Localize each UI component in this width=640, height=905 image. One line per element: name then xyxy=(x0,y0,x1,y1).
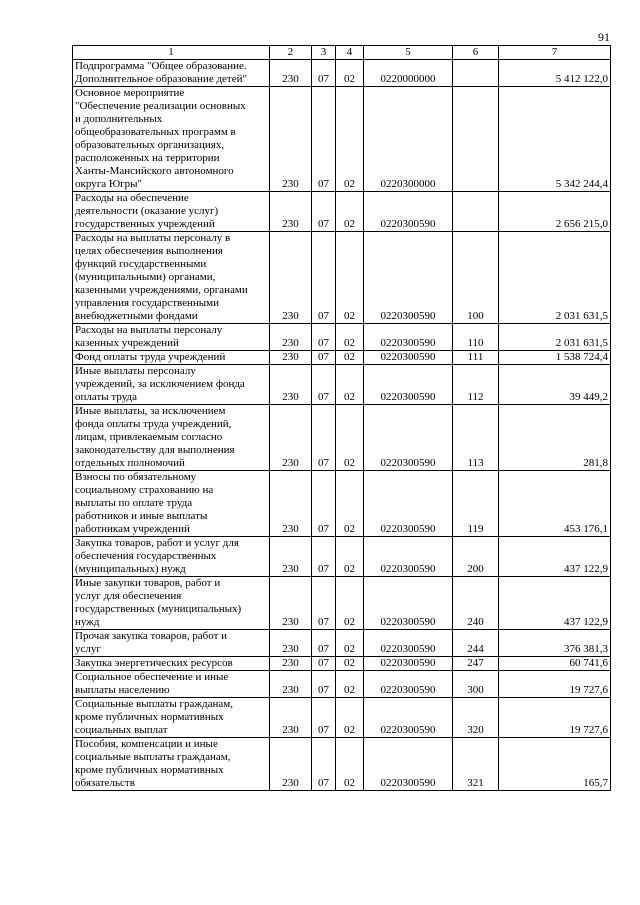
row-name-cell: Социальное обеспечение и иные выплаты населению xyxy=(73,671,270,698)
target-article-cell: 0220300590 xyxy=(364,471,453,537)
expense-type-cell: 119 xyxy=(453,471,499,537)
section-code-cell: 07 xyxy=(312,232,336,324)
section-code-cell: 07 xyxy=(312,60,336,87)
admin-code-cell: 230 xyxy=(270,671,312,698)
table-row xyxy=(73,738,611,791)
admin-code-cell: 230 xyxy=(270,738,312,791)
subsection-code-cell: 02 xyxy=(336,698,364,738)
expense-type-cell: 247 xyxy=(453,657,499,671)
row-name-cell: Расходы на выплаты персоналу казенных учреждений xyxy=(73,324,270,351)
row-name-cell: Взносы по обязательному социальному страхованию на выплаты по оплате труда работников и иные выплаты работникам учреждений xyxy=(73,471,270,537)
section-code-cell: 07 xyxy=(312,671,336,698)
subsection-code-cell: 02 xyxy=(336,87,364,192)
expense-type-cell xyxy=(453,60,499,87)
target-article-cell: 0220300590 xyxy=(364,537,453,577)
section-code-cell: 07 xyxy=(312,698,336,738)
admin-code-cell: 230 xyxy=(270,657,312,671)
row-name-cell: Закупка товаров, работ и услуг для обеспечения государственных (муниципальных) нужд xyxy=(73,537,270,577)
target-article-cell: 0220300590 xyxy=(364,324,453,351)
subsection-code-cell: 02 xyxy=(336,232,364,324)
subsection-code-cell: 02 xyxy=(336,192,364,232)
amount-cell: 2 031 631,5 xyxy=(499,324,611,351)
amount-cell: 39 449,2 xyxy=(499,365,611,405)
subsection-code-cell: 02 xyxy=(336,324,364,351)
expense-type-cell: 113 xyxy=(453,405,499,471)
admin-code-cell: 230 xyxy=(270,630,312,657)
section-code-cell: 07 xyxy=(312,657,336,671)
admin-code-cell: 230 xyxy=(270,324,312,351)
target-article-cell: 0220300590 xyxy=(364,405,453,471)
row-name-cell: Социальные выплаты гражданам, кроме публичных нормативных социальных выплат xyxy=(73,698,270,738)
subsection-code-cell: 02 xyxy=(336,351,364,365)
target-article-cell: 0220300590 xyxy=(364,738,453,791)
target-article-cell: 0220300590 xyxy=(364,577,453,630)
amount-cell: 60 741,6 xyxy=(499,657,611,671)
subsection-code-cell: 02 xyxy=(336,365,364,405)
admin-code-cell: 230 xyxy=(270,60,312,87)
amount-cell: 19 727,6 xyxy=(499,671,611,698)
expense-type-cell: 100 xyxy=(453,232,499,324)
row-name-cell: Фонд оплаты труда учреждений xyxy=(73,351,270,365)
column-header-4: 4 xyxy=(336,46,364,60)
expense-type-cell: 244 xyxy=(453,630,499,657)
subsection-code-cell: 02 xyxy=(336,577,364,630)
target-article-cell: 0220300590 xyxy=(364,698,453,738)
section-code-cell: 07 xyxy=(312,471,336,537)
table-row xyxy=(73,698,611,738)
amount-cell: 2 031 631,5 xyxy=(499,232,611,324)
expense-type-cell: 240 xyxy=(453,577,499,630)
expense-type-cell: 200 xyxy=(453,537,499,577)
column-header-5: 5 xyxy=(364,46,453,60)
amount-cell: 437 122,9 xyxy=(499,577,611,630)
subsection-code-cell: 02 xyxy=(336,60,364,87)
expense-type-cell: 300 xyxy=(453,671,499,698)
section-code-cell: 07 xyxy=(312,351,336,365)
table-row xyxy=(73,365,611,405)
row-name-cell: Расходы на выплаты персоналу в целях обеспечения выполнения функций государственными (муниципальными) органами, казенными учреждениями, органами управления государственными внебюджетными фондами xyxy=(73,232,270,324)
target-article-cell: 0220300590 xyxy=(364,365,453,405)
table-row xyxy=(73,405,611,471)
admin-code-cell: 230 xyxy=(270,365,312,405)
row-name-cell: Прочая закупка товаров, работ и услуг xyxy=(73,630,270,657)
target-article-cell: 0220300590 xyxy=(364,232,453,324)
header-row xyxy=(73,46,611,60)
table-row xyxy=(73,671,611,698)
amount-cell: 165,7 xyxy=(499,738,611,791)
row-name-cell: Иные выплаты персоналу учреждений, за исключением фонда оплаты труда xyxy=(73,365,270,405)
amount-cell: 5 342 244,4 xyxy=(499,87,611,192)
row-name-cell: Закупка энергетических ресурсов xyxy=(73,657,270,671)
admin-code-cell: 230 xyxy=(270,232,312,324)
expense-type-cell: 112 xyxy=(453,365,499,405)
admin-code-cell: 230 xyxy=(270,351,312,365)
amount-cell: 1 538 724,4 xyxy=(499,351,611,365)
section-code-cell: 07 xyxy=(312,738,336,791)
target-article-cell: 0220300590 xyxy=(364,630,453,657)
row-name-cell: Пособия, компенсации и иные социальные выплаты гражданам, кроме публичных нормативных обязательств xyxy=(73,738,270,791)
column-header-3: 3 xyxy=(312,46,336,60)
subsection-code-cell: 02 xyxy=(336,471,364,537)
amount-cell: 2 656 215,0 xyxy=(499,192,611,232)
amount-cell: 376 381,3 xyxy=(499,630,611,657)
expense-type-cell: 110 xyxy=(453,324,499,351)
subsection-code-cell: 02 xyxy=(336,657,364,671)
table-row xyxy=(73,192,611,232)
table-row xyxy=(73,232,611,324)
target-article-cell: 0220300590 xyxy=(364,671,453,698)
column-header-7: 7 xyxy=(499,46,611,60)
section-code-cell: 07 xyxy=(312,405,336,471)
expense-type-cell: 111 xyxy=(453,351,499,365)
table-row xyxy=(73,87,611,192)
section-code-cell: 07 xyxy=(312,537,336,577)
amount-cell: 5 412 122,0 xyxy=(499,60,611,87)
target-article-cell: 0220300000 xyxy=(364,87,453,192)
table-row xyxy=(73,577,611,630)
target-article-cell: 0220300590 xyxy=(364,192,453,232)
admin-code-cell: 230 xyxy=(270,192,312,232)
table-row xyxy=(73,471,611,537)
expense-type-cell: 320 xyxy=(453,698,499,738)
admin-code-cell: 230 xyxy=(270,698,312,738)
section-code-cell: 07 xyxy=(312,630,336,657)
target-article-cell: 0220000000 xyxy=(364,60,453,87)
table-row xyxy=(73,537,611,577)
expense-type-cell xyxy=(453,87,499,192)
row-name-cell: Иные закупки товаров, работ и услуг для обеспечения государственных (муниципальных) нужд xyxy=(73,577,270,630)
subsection-code-cell: 02 xyxy=(336,630,364,657)
amount-cell: 437 122,9 xyxy=(499,537,611,577)
section-code-cell: 07 xyxy=(312,324,336,351)
subsection-code-cell: 02 xyxy=(336,671,364,698)
admin-code-cell: 230 xyxy=(270,87,312,192)
target-article-cell: 0220300590 xyxy=(364,657,453,671)
amount-cell: 453 176,1 xyxy=(499,471,611,537)
target-article-cell: 0220300590 xyxy=(364,351,453,365)
table-row xyxy=(73,324,611,351)
expense-type-cell xyxy=(453,192,499,232)
section-code-cell: 07 xyxy=(312,365,336,405)
expense-type-cell: 321 xyxy=(453,738,499,791)
admin-code-cell: 230 xyxy=(270,577,312,630)
table-row xyxy=(73,60,611,87)
section-code-cell: 07 xyxy=(312,577,336,630)
column-header-6: 6 xyxy=(453,46,499,60)
row-name-cell: Иные выплаты, за исключением фонда оплаты труда учреждений, лицам, привлекаемым согласно законодательству для выполнения отдельных полномочий xyxy=(73,405,270,471)
budget-table xyxy=(72,45,611,791)
row-name-cell: Основное мероприятие "Обеспечение реализации основных и дополнительных общеобразовательных программ в образовательных организациях, расположенных на территории Ханты-Мансийского автономного округа Югры" xyxy=(73,87,270,192)
row-name-cell: Подпрограмма "Общее образование. Дополнительное образование детей" xyxy=(73,60,270,87)
subsection-code-cell: 02 xyxy=(336,537,364,577)
amount-cell: 19 727,6 xyxy=(499,698,611,738)
row-name-cell: Расходы на обеспечение деятельности (оказание услуг) государственных учреждений xyxy=(73,192,270,232)
page-number: 91 xyxy=(598,30,610,44)
column-header-1: 1 xyxy=(73,46,270,60)
admin-code-cell: 230 xyxy=(270,405,312,471)
amount-cell: 281,8 xyxy=(499,405,611,471)
subsection-code-cell: 02 xyxy=(336,405,364,471)
section-code-cell: 07 xyxy=(312,192,336,232)
table-row xyxy=(73,657,611,671)
subsection-code-cell: 02 xyxy=(336,738,364,791)
admin-code-cell: 230 xyxy=(270,471,312,537)
column-header-2: 2 xyxy=(270,46,312,60)
table-row xyxy=(73,630,611,657)
admin-code-cell: 230 xyxy=(270,537,312,577)
table-row xyxy=(73,351,611,365)
section-code-cell: 07 xyxy=(312,87,336,192)
